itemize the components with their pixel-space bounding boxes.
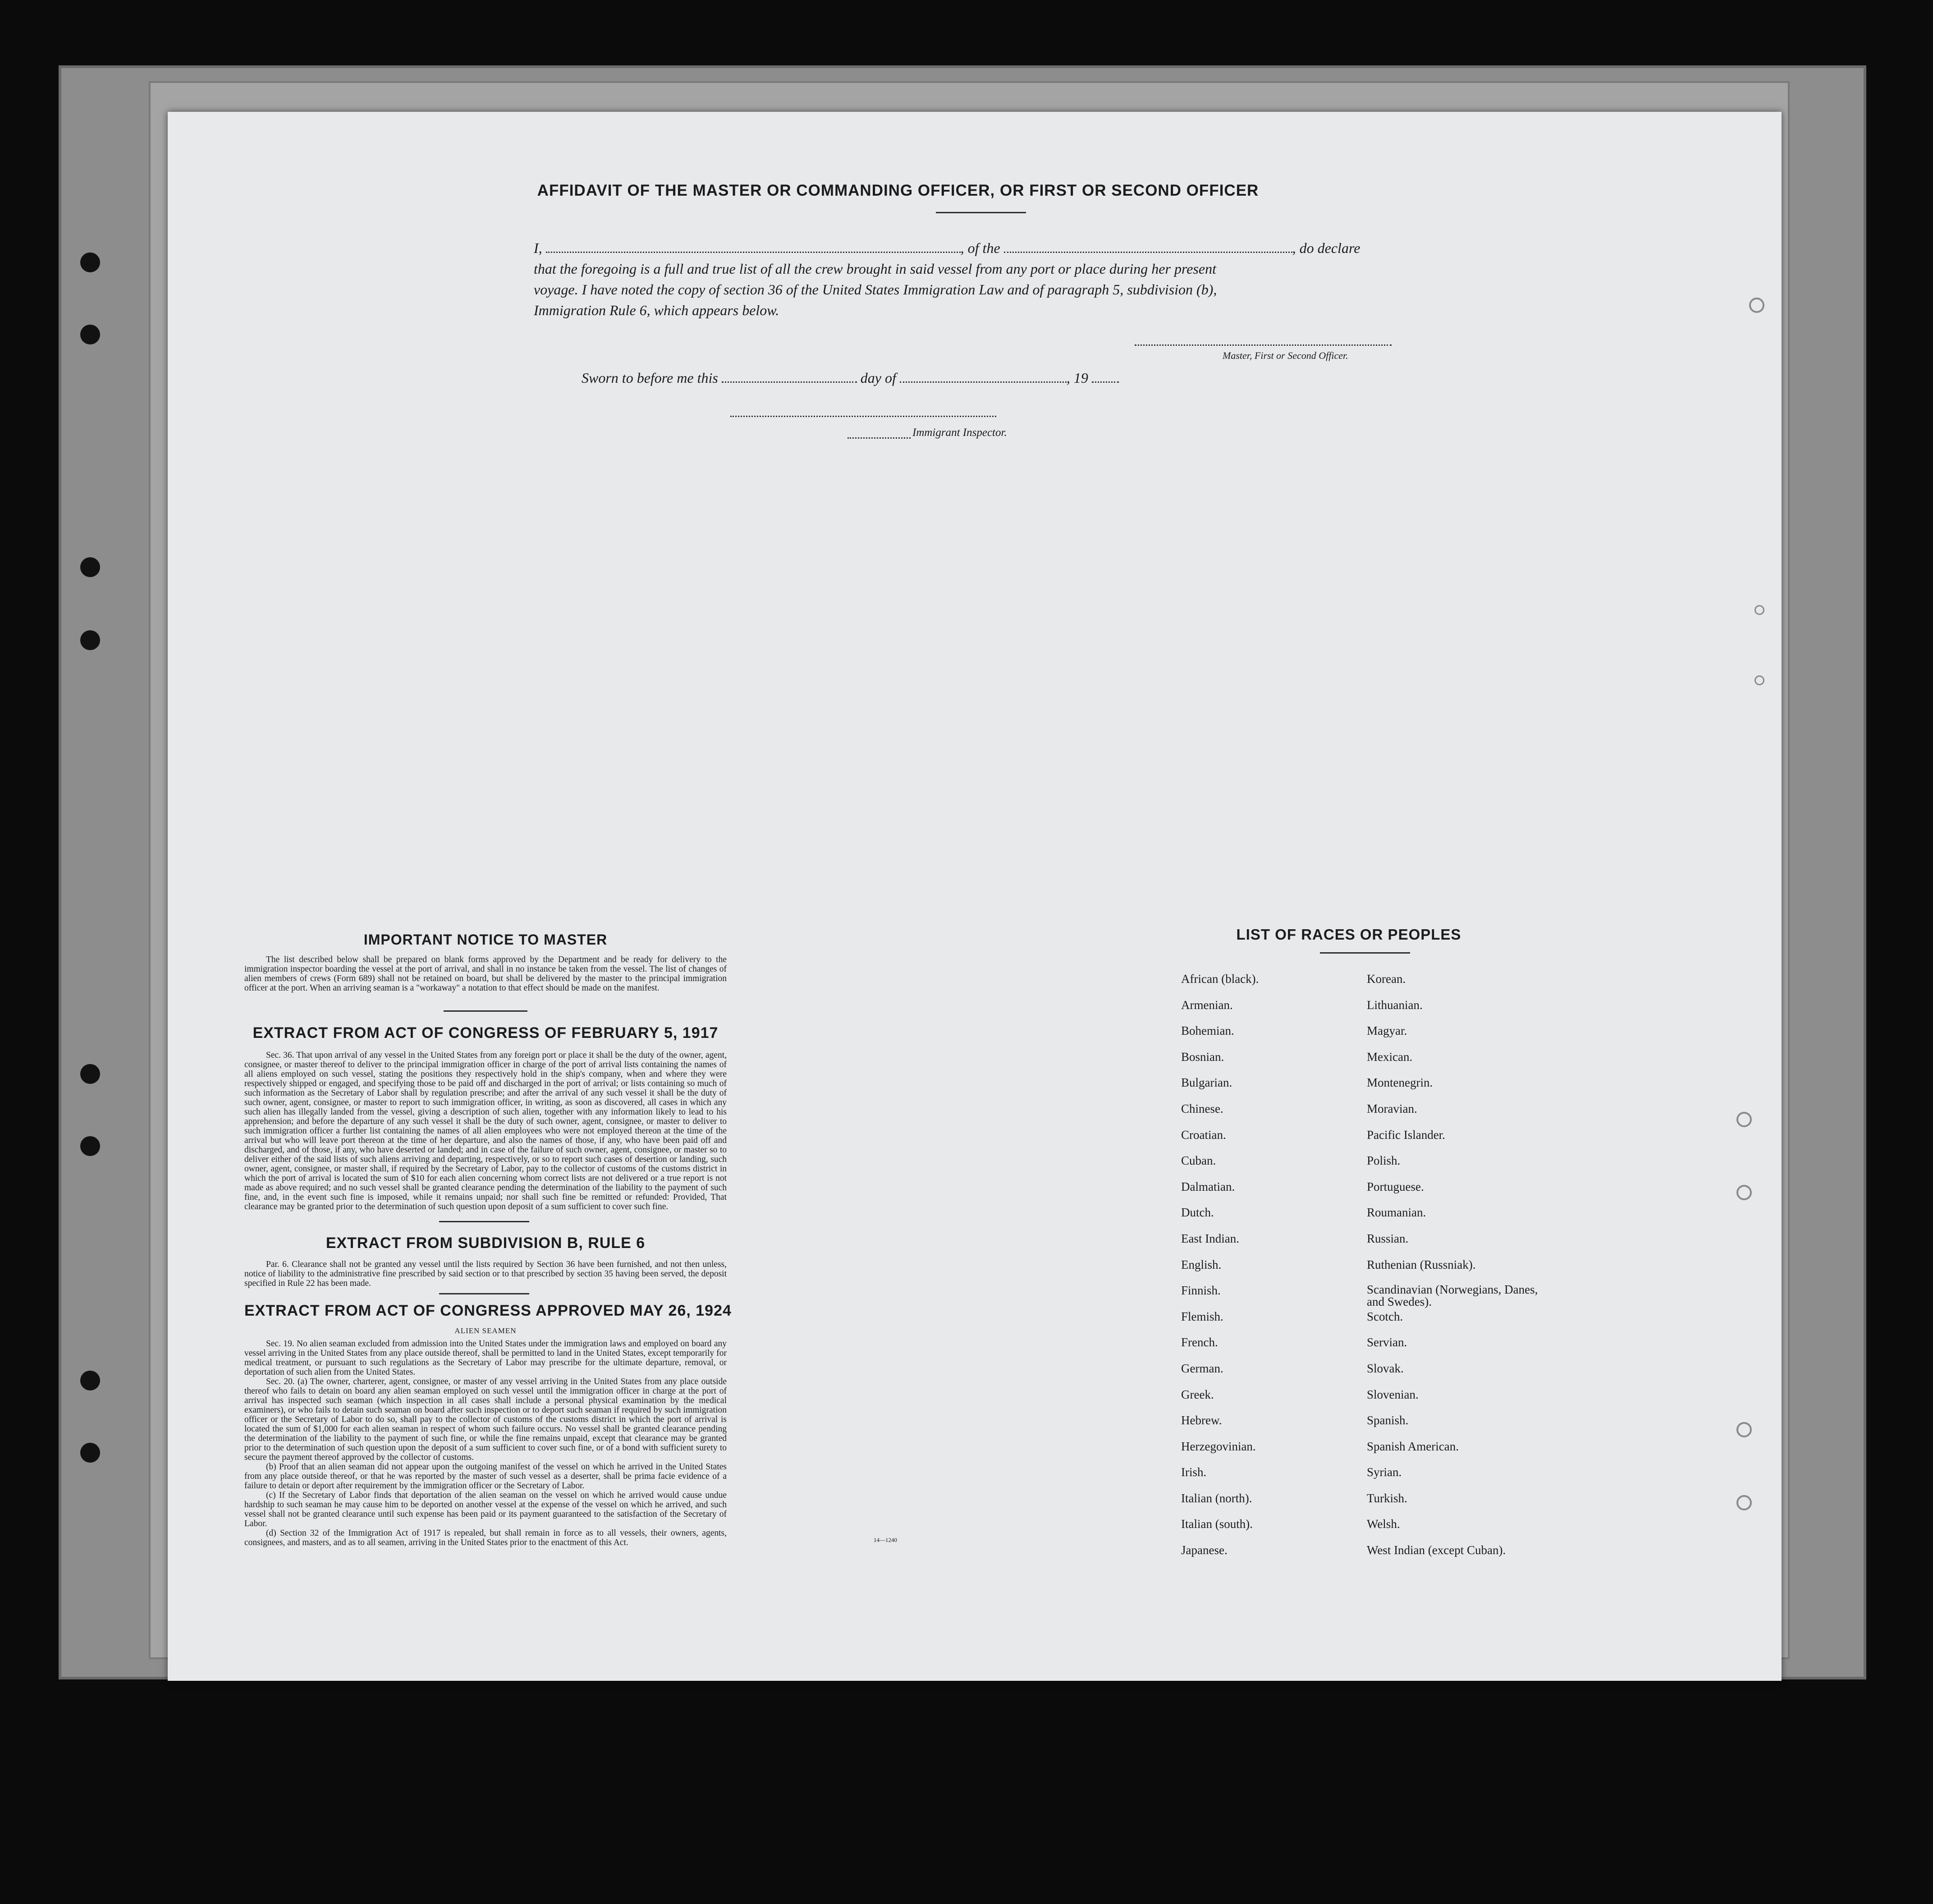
sec-20c: (c) If the Secretary of Labor finds that deportation of the alien seaman on the vessel on which he arrived would cause undue hardship to such seaman he may cause him to be deported on another vessel at the expense of the vessel on which he arrived, and such vessel shall not be granted clearance until such expense has been paid or its payment guaranteed to the satisfaction of the Secretary of Labor. [244,1491,727,1528]
punch-hole [80,1064,100,1084]
race-item: French. [1181,1335,1218,1349]
race-item: Roumanian. [1367,1206,1426,1220]
race-item: Dutch. [1181,1206,1214,1220]
race-item: Bosnian. [1181,1050,1224,1064]
race-item: East Indian. [1181,1231,1239,1245]
reinforcement-ring [1736,1185,1752,1200]
punch-hole [80,630,100,650]
race-item: Greek. [1181,1387,1214,1401]
day-of-label: day of [860,370,896,386]
race-item: African (black). [1181,972,1259,986]
affidavit-title: AFFIDAVIT OF THE MASTER OR COMMANDING OFFICER, OR FIRST OR SECOND OFFICER [537,182,1259,199]
punch-hole [80,557,100,577]
race-item: Armenian. [1181,998,1233,1012]
race-item: Bohemian. [1181,1024,1234,1038]
race-item: Mexican. [1367,1050,1413,1064]
affidavit-line-1 [534,240,1360,257]
inspector-label: Immigrant Inspector. [912,427,1007,439]
race-item: Finnish. [1181,1284,1221,1298]
race-item: Flemish. [1181,1309,1223,1323]
race-item: Magyar. [1367,1024,1407,1038]
race-item: Italian (north). [1181,1491,1252,1505]
affidavit-line-2: that the foregoing is a full and true list of all the crew brought in said vessel from any port or place during her present [534,261,1216,277]
extract-1924-title: EXTRACT FROM ACT OF CONGRESS APPROVED MAY 26, 1924 [244,1302,732,1319]
races-title: LIST OF RACES OR PEOPLES [1236,926,1461,943]
month-field[interactable] [900,381,1067,383]
race-item: English. [1181,1257,1222,1271]
divider [439,1221,529,1222]
inspector-signature-field[interactable] [730,416,996,417]
punch-hole [80,1136,100,1156]
punch-hole [80,325,100,344]
race-item: Irish. [1181,1465,1207,1479]
sec-20d: (d) Section 32 of the Immigration Act of 1917 is repealed, but shall remain in force as to all vessels, their owners, agents, consignees, and masters, and as to all seamen, arriving in the United States prior to the enactment of this Act. [244,1528,727,1547]
form-page [168,112,1782,1681]
reinforcement-ring [1749,298,1764,313]
race-item: Bulgarian. [1181,1076,1232,1090]
race-item: Russian. [1367,1231,1409,1245]
punch-hole [80,1443,100,1463]
divider [1320,952,1410,954]
race-item: Scotch. [1367,1309,1403,1323]
alien-seamen-subtitle: ALIEN SEAMEN [454,1326,517,1335]
race-item: Spanish. [1367,1413,1409,1427]
sec-20b: (b) Proof that an alien seaman did not appear upon the outgoing manifest of the vessel on which he arrived in the United States from any place outside thereof, or that he was reported by the master of such vessel as a deserter, shall be prima facie evidence of a failure to detain or deport after requirement by the immigration officer or the Secretary of Labor. [244,1462,727,1491]
race-item: German. [1181,1361,1223,1375]
race-item: Scandinavian (Norwegians, Danes, and Swedes). [1367,1283,1538,1309]
extract-1924-text [244,1339,727,1547]
race-item: Chinese. [1181,1101,1223,1115]
race-item: Slovak. [1367,1361,1404,1375]
race-item: Lithuanian. [1367,998,1423,1012]
form-code: 14—1240 [874,1537,897,1543]
race-item: Croatian. [1181,1128,1226,1142]
race-item: Ruthenian (Russniak). [1367,1257,1476,1271]
sworn-line [582,370,1119,386]
inspector-signature-prefix [847,437,911,439]
extract-1917-text: Sec. 36. That upon arrival of any vessel in the United States from any foreign port or place it shall be the duty of the owner, agent, consignee, or master thereof to deliver to the principal immigration officer in charge of the port of arrival lists containing the names of all aliens employed on such vessel, stating the positions they respectively hold in the ship's company, when and where they were respectively shipped or engaged, and specifying those to be paid off and discharged in the port of arrival; or lists containing so much of such information as the Secretary of Labor shall by regulation prescribe; and after the arrival of any such vessel it shall be the duty of such owner, agent, consignee, or master to report to such immigration officer, in writing, as soon as discovered, all cases in which any such alien has illegally landed from the vessel, giving a description of such alien, together with any information likely to lead to his apprehension; and before the departure of any such vessel it shall be the duty of such owner, agent, consignee, or master to deliver to such immigration officer a further list containing the names of all alien employees who were not employed thereon at the time of the arrival but who will leave port thereon at the time of her departure, and also the names of those, if any, who have been paid off and discharged, and of those, if any, who have deserted or landed; and in case of the failure of such owner, agent, consignee, or master so to deliver either of the said lists of such aliens arriving and departing, respectively, or so to report such cases of desertion or landing, such owner, agent, consignee, or master shall, if required by the Secretary of Labor, pay to the collector of customs of the customs district in which the port of arrival is located the sum of $10 for each alien concerning whom correct lists are not delivered or a true report is not made as above required; and no such vessel shall be granted clearance pending the determination of the liability to the payment of such fine, and, in the event such fine is imposed, while it remains unpaid; nor shall such fine be remitted or refunded: Provided, That clearance may be granted prior to the determination of such question upon deposit of a sum sufficient to cover such fine. [244,1051,727,1211]
race-item: Portuguese. [1367,1179,1424,1193]
reinforcement-ring [1736,1422,1752,1437]
master-signature-field[interactable] [1135,344,1392,346]
day-field[interactable] [722,381,857,383]
divider [444,1010,527,1012]
sworn-label: Sworn to before me this [582,370,718,386]
extract-1917-title: EXTRACT FROM ACT OF CONGRESS OF FEBRUARY 5, 1917 [252,1024,719,1041]
sec-20a: Sec. 20. (a) The owner, charterer, agent, consignee, or master of any vessel arriving in the United States from any place outside thereof who fails to detain on board any alien seaman employed on such vessel until the immigration officer in charge at the port of arrival has inspected such seaman (which inspection in all cases shall include a personal physical examination by the medical examiners), or who fails to detain such seaman on board after such inspection or to deport such seaman if required by such immigration officer or the Secretary of Labor to do so, shall pay to the collector of customs of the customs district in which the port of arrival is located the sum of $1,000 for each alien seaman in respect of whom such failure occurs. No vessel shall be granted clearance pending the determination of the liability to the payment of such fine, or while the fine remains unpaid, except that clearance may be granted prior to the determination of such question upon the deposit of a sum sufficient to cover such fine, or of a bond with sufficient surety to secure the payment thereof approved by the collector of customs. [244,1377,727,1462]
reinforcement-ring [1736,1495,1752,1510]
race-item: Turkish. [1367,1491,1407,1505]
extract-rule6-text: Par. 6. Clearance shall not be granted any vessel until the lists required by Section 36 have been furnished, and not then unless, notice of liability to the administrative fine prescribed by said section or to that prescribed by section 35 having been served, the deposit specified in Rule 22 has been made. [244,1260,727,1288]
race-item: Hebrew. [1181,1413,1222,1427]
race-item: Slovenian. [1367,1387,1419,1401]
do-declare-label: , do declare [1292,240,1360,256]
vessel-field[interactable] [1004,252,1292,253]
race-item: West Indian (except Cuban). [1367,1543,1506,1557]
affidavit-line-4: Immigration Rule 6, which appears below. [534,302,779,318]
name-field[interactable] [546,252,961,253]
race-item: Italian (south). [1181,1517,1253,1531]
reinforcement-ring [1754,675,1764,685]
race-item: Pacific Islander. [1367,1128,1445,1142]
reinforcement-ring [1754,605,1764,615]
race-item: Moravian. [1367,1101,1417,1115]
race-item: Cuban. [1181,1154,1216,1168]
affidavit-line-3: voyage. I have noted the copy of section 36 of the United States Immigration Law and of paragraph 5, subdivision (b), [534,281,1217,298]
race-item: Polish. [1367,1154,1401,1168]
extract-rule6-title: EXTRACT FROM SUBDIVISION B, RULE 6 [325,1234,646,1252]
year-field[interactable] [1092,381,1119,383]
divider [439,1293,529,1294]
race-item: Herzegovinian. [1181,1439,1256,1453]
race-item: Korean. [1367,972,1406,986]
race-item: Dalmatian. [1181,1179,1235,1193]
punch-hole [80,252,100,272]
year-prefix-label: , 19 [1066,370,1088,386]
races-right-column [1367,972,1583,1569]
race-item: Spanish American. [1367,1439,1459,1453]
race-item: Montenegrin. [1367,1076,1433,1090]
reinforcement-ring [1736,1112,1752,1127]
divider [936,212,1026,213]
race-item: Servian. [1367,1335,1407,1349]
race-item: Welsh. [1367,1517,1400,1531]
race-item: Japanese. [1181,1543,1228,1557]
master-signature-label: Master, First or Second Officer. [1223,350,1348,361]
punch-hole [80,1371,100,1390]
of-the-label: , of the [960,240,1000,256]
race-item: Syrian. [1367,1465,1402,1479]
sec-19: Sec. 19. No alien seaman excluded from admission into the United States under the immigration laws and employed on board any vessel arriving in the United States from any place outside thereof, shall be permitted to land in the United States, except temporarily for medical treatment, or pursuant to such regulations as the Secretary of Labor may prescribe for the ultimate departure, removal, or deportation of such alien from the United States. [244,1339,727,1377]
notice-text: The list described below shall be prepared on blank forms approved by the Department and be ready for delivery to the immigration inspector boarding the vessel at the port of arrival, and shall in no instance be taken from the vessel. The list of changes of alien members of crews (Form 689) shall not be retained on board, but shall be delivered by the master to the principal immigration officer at the port. When an arriving seaman is a "workaway" a notation to that effect should be made on the manifest. [244,955,727,993]
i-label: I, [534,240,542,256]
races-left-column [1181,972,1397,1569]
notice-title: IMPORTANT NOTICE TO MASTER [363,931,608,948]
